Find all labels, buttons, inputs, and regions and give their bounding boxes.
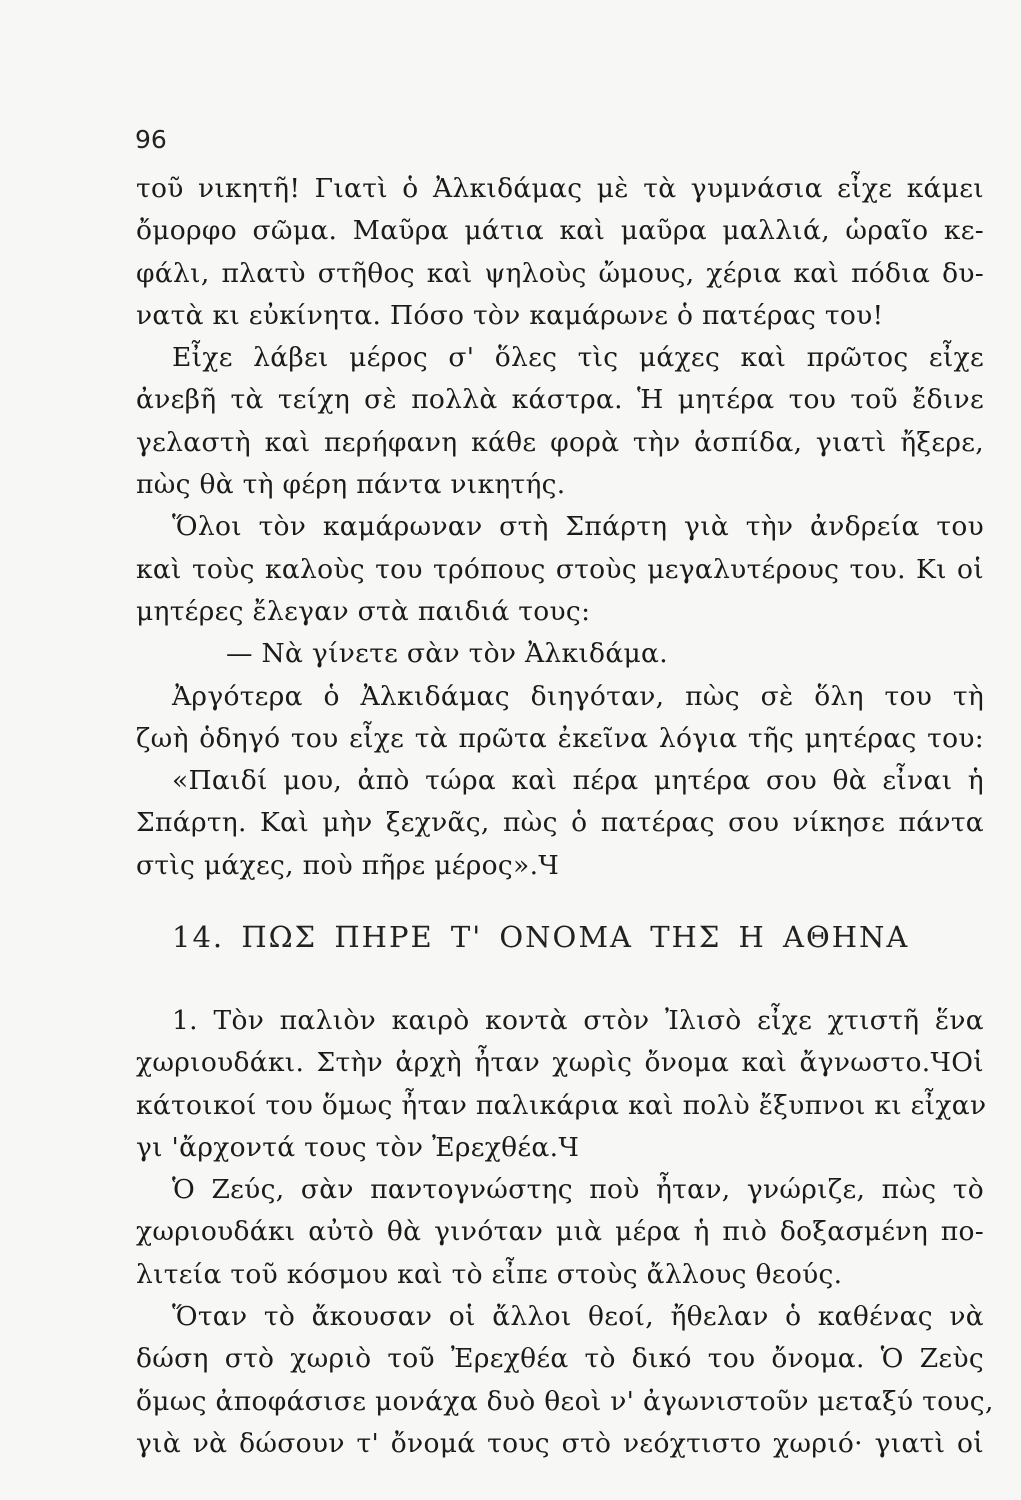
- text-line: ἀνεβῆ τὰ τείχη σὲ πολλὰ κάστρα. Ἡ μητέρα του τοῦ ἔδινε: [136, 384, 984, 416]
- text-line: μητέρες ἔλεγαν στὰ παιδιά τους:: [136, 595, 591, 627]
- text-line: γελαστὴ καὶ περήφανη κάθε φορὰ τὴν ἀσπίδα, γιατὶ ἤξερε,: [136, 426, 984, 458]
- text-line: γι 'ἄρχοντά τους τὸν Ἐρεχθέα.Ч: [136, 1131, 580, 1163]
- text-line: χωριουδάκι αὐτὸ θὰ γινόταν μιὰ μέρα ἡ πιὸ δοξασμένη πο-: [136, 1216, 984, 1248]
- text-line: Ὅταν τὸ ἄκουσαν οἱ ἄλλοι θεοί, ἤθελαν ὁ καθένας νὰ: [172, 1301, 984, 1333]
- page-number: 96: [135, 125, 167, 154]
- dialog-line: — Νὰ γίνετε σὰν τὸν Ἀλκιδάμα.: [226, 638, 668, 670]
- section-heading: 14. ΠΩΣ ΠΗΡΕ Τ' ΟΝΟΜΑ ΤΗΣ Η ΑΘΗΝΑ: [172, 920, 910, 954]
- text-line: ὅμως ἀποφάσισε μονάχα δυὸ θεοὶ ν' ἀγωνιστοῦν μεταξύ τους,: [136, 1385, 994, 1417]
- text-line: φάλι, πλατὺ στῆθος καὶ ψηλοὺς ὤμους, χέρια καὶ πόδια δυ-: [136, 257, 984, 289]
- text-line: δώση στὸ χωριὸ τοῦ Ἐρεχθέα τὸ δικό του ὄνομα. Ὁ Ζεὺς: [136, 1343, 984, 1375]
- text-line: 1. Τὸν παλιὸν καιρὸ κοντὰ στὸν Ἰλισὸ εἶχε χτιστῆ ἕνα: [172, 1005, 984, 1036]
- text-line: γιὰ νὰ δώσουν τ' ὄνομά τους στὸ νεόχτιστο χωριό· γιατὶ οἱ: [136, 1427, 984, 1459]
- text-line: Σπάρτη. Καὶ μὴν ξεχνᾶς, πὼς ὁ πατέρας σου νίκησε πάντα: [136, 807, 984, 839]
- text-line: πὼς θὰ τὴ φέρη πάντα νικητής.: [136, 469, 566, 501]
- text-line: νατὰ κι εὐκίνητα. Πόσο τὸν καμάρωνε ὁ πατέρας του!: [136, 299, 884, 331]
- text-line: ζωὴ ὁδηγό του εἶχε τὰ πρῶτα ἐκεῖνα λόγια τῆς μητέρας του:: [136, 722, 984, 754]
- text-line: καὶ τοὺς καλοὺς του τρόπους στοὺς μεγαλυτέρους του. Κι οἱ: [136, 553, 984, 585]
- text-line: στὶς μάχες, ποὺ πῆρε μέρος».Ч: [136, 849, 560, 881]
- body-text-top: [136, 168, 984, 887]
- text-line: χωριουδάκι. Στὴν ἀρχὴ ἦταν χωρὶς ὄνομα καὶ ἄγνωστο.ЧΟἱ: [136, 1047, 984, 1079]
- body-text-bottom: [136, 1000, 994, 1465]
- text-line: Ὁ Ζεύς, σὰν παντογνώστης ποὺ ἦταν, γνώριζε, πὼς τὸ: [172, 1174, 984, 1206]
- text-line: Ὅλοι τὸν καμάρωναν στὴ Σπάρτη γιὰ τὴν ἀνδρεία του: [172, 511, 984, 543]
- text-line: Εἶχε λάβει μέρος σ' ὅλες τὶς μάχες καὶ πρῶτος εἶχε: [172, 342, 984, 374]
- text-line: λιτεία τοῦ κόσμου καὶ τὸ εἶπε στοὺς ἄλλους θεούς.: [136, 1258, 843, 1290]
- text-line: ὄμορφο σῶμα. Μαῦρα μάτια καὶ μαῦρα μαλλιά, ὡραῖο κε-: [136, 215, 984, 247]
- text-line: τοῦ νικητῆ! Γιατὶ ὁ Ἀλκιδάμας μὲ τὰ γυμνάσια εἶχε κάμει: [136, 173, 984, 204]
- text-line: «Παιδί μου, ἀπὸ τώρα καὶ πέρα μητέρα σου θὰ εἶναι ἡ: [172, 765, 984, 797]
- text-line: Ἀργότερα ὁ Ἀλκιδάμας διηγόταν, πὼς σὲ ὅλη του τὴ: [172, 680, 984, 712]
- text-line: κάτοικοί του ὅμως ἦταν παλικάρια καὶ πολὺ ἔξυπνοι κι εἶχαν: [136, 1089, 987, 1121]
